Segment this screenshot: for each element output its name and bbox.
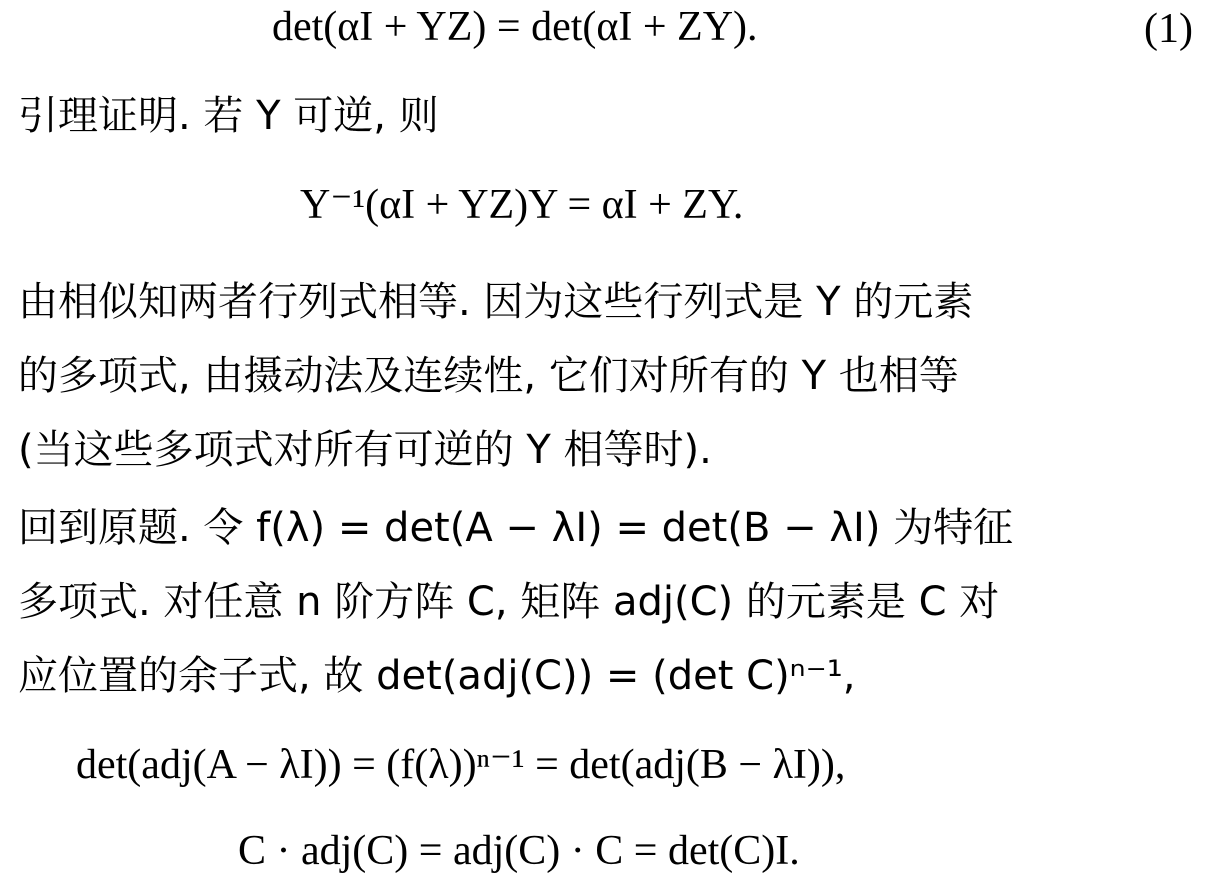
equation-1: det(αI + YZ) = det(αI + ZY). [272, 4, 758, 50]
equation-3: det(adj(A − λI)) = (f(λ))ⁿ⁻¹ = det(adj(B − λI)), [76, 742, 846, 788]
lemma-proof-line: 引理证明. 若 Y 可逆, 则 [18, 93, 439, 139]
equation-number: (1) [1144, 6, 1193, 52]
paragraph-1-line-2: 的多项式, 由摄动法及连续性, 它们对所有的 Y 也相等 [18, 353, 959, 399]
paragraph-2-line-3: 应位置的余子式, 故 det(adj(C)) = (det C)ⁿ⁻¹, [18, 653, 856, 699]
paragraph-1-line-1: 由相似知两者行列式相等. 因为这些行列式是 Y 的元素 [18, 279, 974, 325]
paragraph-2-line-1: 回到原题. 令 f(λ) = det(A − λI) = det(B − λI) 为特征 [18, 505, 1014, 551]
paragraph-1-line-3: (当这些多项式对所有可逆的 Y 相等时). [18, 427, 712, 473]
equation-2: Y⁻¹(αI + YZ)Y = αI + ZY. [300, 182, 744, 228]
equation-4: C · adj(C) = adj(C) · C = det(C)I. [238, 828, 800, 874]
paragraph-2-line-2: 多项式. 对任意 n 阶方阵 C, 矩阵 adj(C) 的元素是 C 对 [18, 579, 1000, 625]
